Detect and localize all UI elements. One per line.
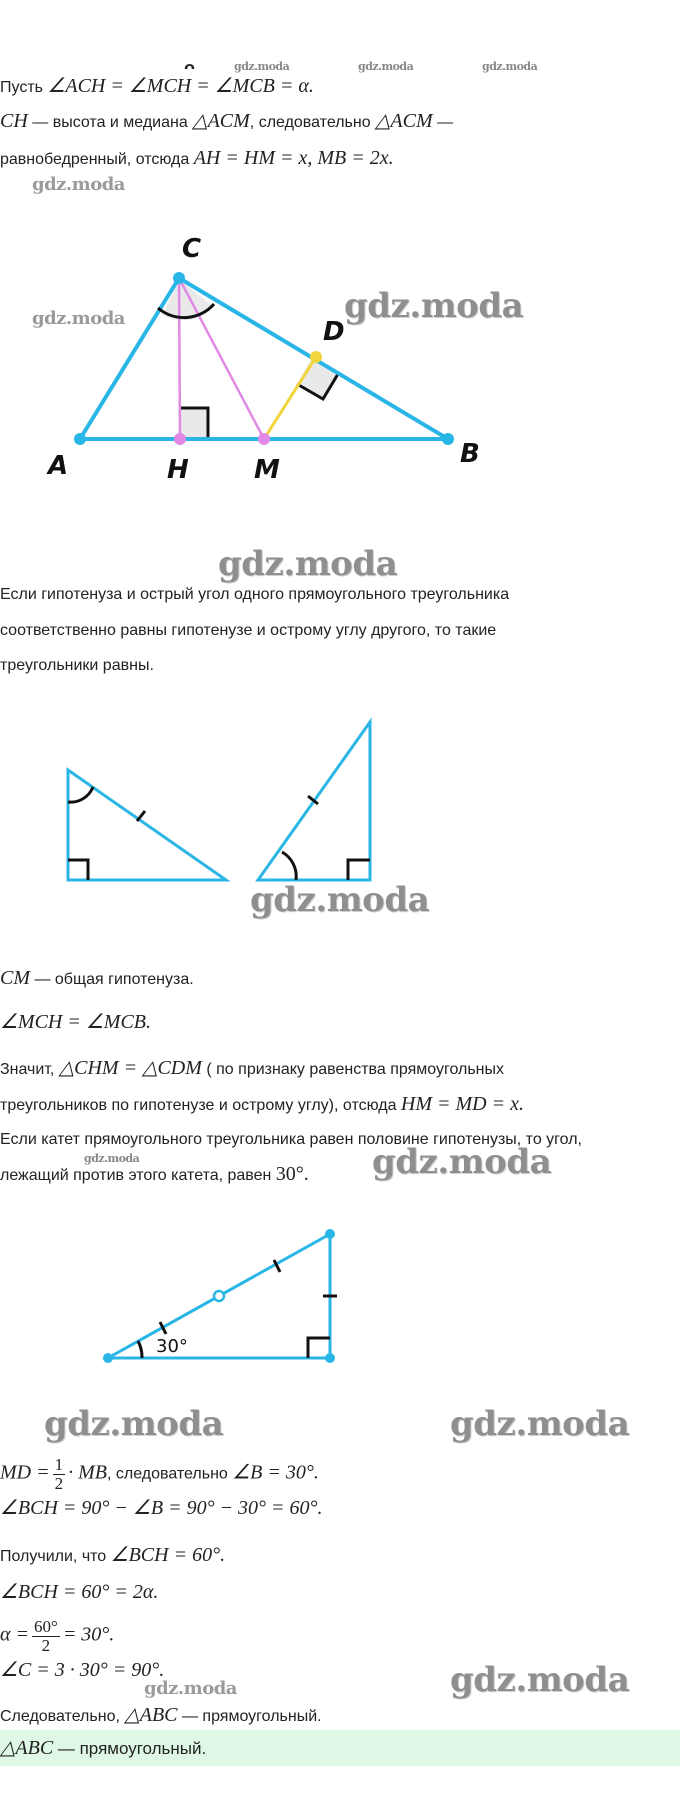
fraction bbox=[53, 1456, 66, 1493]
hypotenuse-midpoint bbox=[214, 1291, 224, 1301]
watermark: gdz.moda bbox=[344, 286, 524, 326]
text: треугольников по гипотенузе и острому углу), отсюда bbox=[0, 1097, 401, 1114]
answer-line bbox=[0, 1738, 206, 1759]
text-line-5 bbox=[0, 1012, 151, 1034]
math: HM = MD = x. bbox=[400, 1093, 524, 1115]
label-m: M bbox=[254, 455, 280, 485]
math: ∠BCH = 60°. bbox=[110, 1544, 226, 1566]
math: ∠BCH = 90° − ∠B = 90° − 30° = 60°. bbox=[0, 1497, 323, 1519]
point-a bbox=[74, 433, 86, 445]
left-angle-arc bbox=[68, 787, 93, 802]
segment-md bbox=[264, 357, 316, 439]
text-line-4 bbox=[0, 968, 194, 990]
vertex-left bbox=[103, 1353, 113, 1363]
watermark: gdz.moda bbox=[32, 174, 125, 195]
watermark: gdz.moda bbox=[218, 544, 398, 584]
paragraph-line: Если гипотенуза и острый угол одного прямоугольного треугольника bbox=[0, 586, 510, 603]
text: — прямоугольный. bbox=[177, 1708, 322, 1725]
watermark: gdz.moda bbox=[250, 880, 430, 920]
point-d bbox=[310, 351, 322, 363]
math: CM bbox=[0, 967, 30, 989]
side-ac bbox=[80, 278, 179, 439]
watermark: gdz.moda bbox=[450, 1404, 630, 1444]
fraction bbox=[32, 1618, 60, 1655]
text: , следовательно bbox=[249, 114, 376, 131]
watermark: gdz.moda bbox=[234, 60, 290, 73]
left-right-angle bbox=[68, 860, 88, 880]
vertex-top bbox=[325, 1229, 335, 1239]
right-right-angle bbox=[348, 860, 370, 880]
denominator: 2 bbox=[41, 1636, 51, 1655]
right-angle-mark-h bbox=[180, 408, 208, 437]
label-d: D bbox=[323, 317, 345, 347]
watermark: gdz.moda bbox=[372, 1142, 552, 1182]
math: ∠MCH = ∠MCB. bbox=[0, 1011, 152, 1033]
math: = 30°. bbox=[62, 1623, 115, 1646]
math: MD = bbox=[0, 1461, 50, 1484]
watermark: gdz.moda bbox=[482, 60, 538, 73]
equal-right-triangles-figure bbox=[0, 710, 680, 890]
paragraph-line: треугольники равны. bbox=[0, 657, 154, 674]
thirty-degree-triangle-figure bbox=[0, 1220, 680, 1370]
text-line-1 bbox=[0, 76, 314, 98]
angle-30-label: 30° bbox=[156, 1336, 188, 1357]
text: , следовательно bbox=[107, 1465, 233, 1483]
text: Значит, bbox=[0, 1061, 59, 1078]
right-angle-arc bbox=[282, 852, 296, 880]
math: α = bbox=[0, 1623, 29, 1646]
label-c: C bbox=[182, 234, 202, 264]
watermark: gdz.moda bbox=[358, 60, 414, 73]
triangle-abc-figure bbox=[0, 230, 680, 490]
angle-30-arc bbox=[138, 1341, 142, 1358]
text-line-6 bbox=[0, 1058, 504, 1080]
paragraph-line: Если катет прямоугольного треугольника равен половине гипотенузы, то угол, bbox=[0, 1131, 582, 1148]
math: ∠ACH = ∠MCH = ∠MCB = α. bbox=[47, 75, 314, 97]
paragraph-line: соответственно равны гипотенузе и острому углу другого, то такие bbox=[0, 622, 497, 639]
text: ( по признаку равенства прямоугольных bbox=[201, 1061, 504, 1078]
numerator: 60° bbox=[34, 1617, 58, 1636]
point-h bbox=[174, 433, 186, 445]
denominator: 2 bbox=[54, 1474, 64, 1493]
text: — высота и медиана bbox=[27, 114, 193, 131]
point-c bbox=[173, 272, 185, 284]
watermark: gdz.moda bbox=[144, 1678, 237, 1699]
math: · MB bbox=[68, 1461, 107, 1484]
text: — общая гипотенуза. bbox=[30, 971, 194, 988]
math: ∠B = 30°. bbox=[232, 1461, 319, 1484]
math: △ABC bbox=[124, 1704, 178, 1726]
math: ∠BCH = 60° = 2α. bbox=[0, 1581, 159, 1603]
watermark: gdz.moda bbox=[84, 1152, 140, 1165]
text: — прямоугольный. bbox=[53, 1739, 207, 1758]
text-line-8 bbox=[0, 1456, 319, 1493]
text: Пусть bbox=[0, 79, 48, 96]
label-a: A bbox=[48, 451, 69, 481]
math: ∠C = 3 · 30° = 90°. bbox=[0, 1659, 165, 1681]
answer-box bbox=[0, 1730, 680, 1766]
text-line-11 bbox=[0, 1582, 158, 1604]
text-line-3 bbox=[0, 148, 394, 170]
math: △ACM bbox=[192, 110, 250, 132]
math: CH bbox=[0, 110, 28, 132]
math: 30°. bbox=[275, 1163, 309, 1185]
numerator: 1 bbox=[54, 1455, 64, 1474]
text: Следовательно, bbox=[0, 1708, 125, 1725]
text-line-14 bbox=[0, 1705, 322, 1727]
math: △ACM bbox=[375, 110, 433, 132]
text-line-13 bbox=[0, 1660, 164, 1682]
math: △CHM = △CDM bbox=[58, 1057, 202, 1079]
point-b bbox=[442, 433, 454, 445]
altitude-ch bbox=[179, 278, 180, 439]
text-line-12 bbox=[0, 1618, 114, 1655]
text: Получили, что bbox=[0, 1548, 111, 1565]
watermark: gdz.moda bbox=[450, 1660, 630, 1700]
vertex-right bbox=[325, 1353, 335, 1363]
text-line-p5 bbox=[0, 1164, 309, 1186]
watermark: gdz.moda bbox=[44, 1404, 224, 1444]
math: AH = HM = x, MB = 2x. bbox=[193, 147, 394, 169]
text: лежащий против этого катета, равен bbox=[0, 1167, 276, 1184]
text-line-9 bbox=[0, 1498, 323, 1520]
point-m bbox=[258, 433, 270, 445]
label-b: B bbox=[460, 439, 480, 469]
watermark: gdz.moda bbox=[32, 308, 125, 329]
text-line-7 bbox=[0, 1094, 524, 1116]
text: — bbox=[432, 114, 454, 131]
label-h: H bbox=[167, 455, 189, 485]
text-line-10 bbox=[0, 1545, 225, 1567]
math: △ABC bbox=[0, 1737, 54, 1759]
text: равнобедренный, отсюда bbox=[0, 151, 194, 168]
cut-off-glyph: ᴖ bbox=[184, 58, 195, 78]
text-line-2 bbox=[0, 111, 453, 133]
